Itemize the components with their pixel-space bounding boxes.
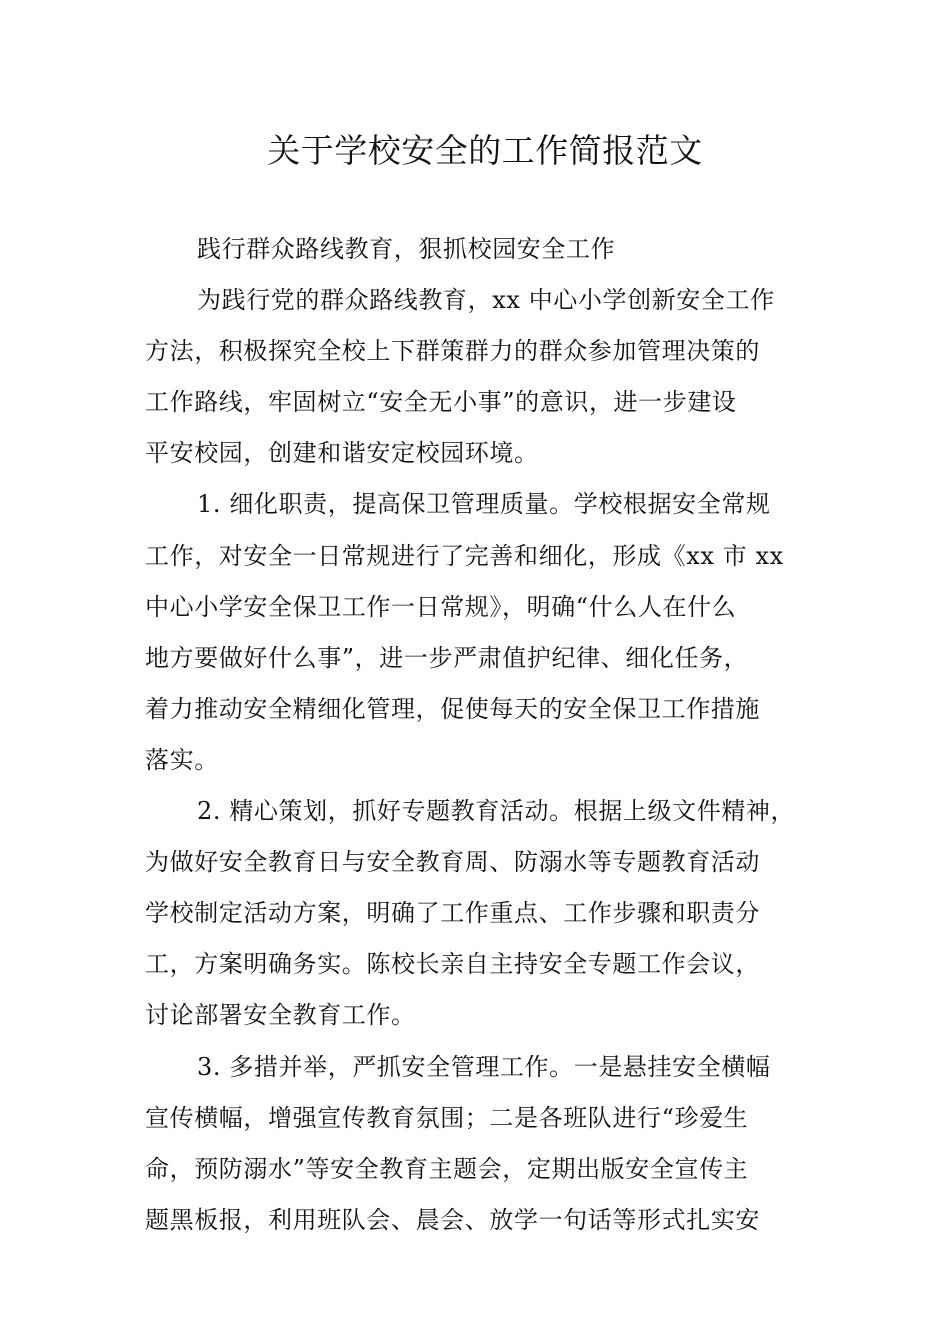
paragraph-line: 地方要做好什么事”，进一步严肃值护纪律、细化任务， bbox=[145, 643, 749, 672]
paragraph-line: 平安校园，创建和谐安定校园环境。 bbox=[145, 439, 539, 468]
paragraph-line: 1. 细化职责，提高保卫管理质量。学校根据安全常规 bbox=[197, 490, 771, 519]
paragraph-line: 方法，积极探究全校上下群策群力的群众参加管理决策的 bbox=[145, 337, 760, 366]
paragraph-line: 宣传横幅，增强宣传教育氛围；二是各班队进行“珍爱生 bbox=[145, 1103, 749, 1132]
document-body bbox=[145, 224, 810, 1246]
document-title: 关于学校安全的工作简报范文 bbox=[267, 131, 703, 170]
paragraph-line: 为践行党的群众路线教育，xx 中心小学创新安全工作 bbox=[197, 286, 775, 315]
paragraph-line: 3. 多措并举，严抓安全管理工作。一是悬挂安全横幅 bbox=[197, 1052, 771, 1081]
paragraph-line: 工，方案明确务实。陈校长亲自主持安全专题工作会议， bbox=[145, 950, 760, 979]
paragraph-line: 学校制定活动方案，明确了工作重点、工作步骤和职责分 bbox=[145, 899, 760, 928]
paragraph-line: 为做好安全教育日与安全教育周、防溺水等专题教育活动 bbox=[145, 848, 760, 877]
paragraph-line: 命，预防溺水”等安全教育主题会，定期出版安全宣传主 bbox=[145, 1154, 749, 1183]
paragraph-line: 题黑板报，利用班队会、晨会、放学一句话等形式扎实安 bbox=[145, 1205, 760, 1234]
paragraph-line: 工作，对安全一日常规进行了完善和细化，形成《xx 市 xx bbox=[145, 541, 784, 570]
paragraph-line: 着力推动安全精细化管理，促使每天的安全保卫工作措施 bbox=[145, 694, 760, 723]
paragraph-line: 工作路线，牢固树立“安全无小事”的意识，进一步建设 bbox=[145, 388, 737, 417]
paragraph-line: 讨论部署安全教育工作。 bbox=[145, 1001, 416, 1030]
subtitle-line: 践行群众路线教育，狠抓校园安全工作 bbox=[197, 235, 616, 263]
paragraph-line: 落实。 bbox=[145, 745, 219, 774]
paragraph-line: 2. 精心策划，抓好专题教育活动。根据上级文件精神， bbox=[197, 797, 796, 826]
paragraph-line: 中心小学安全保卫工作一日常规》，明确“什么人在什么 bbox=[145, 592, 737, 621]
